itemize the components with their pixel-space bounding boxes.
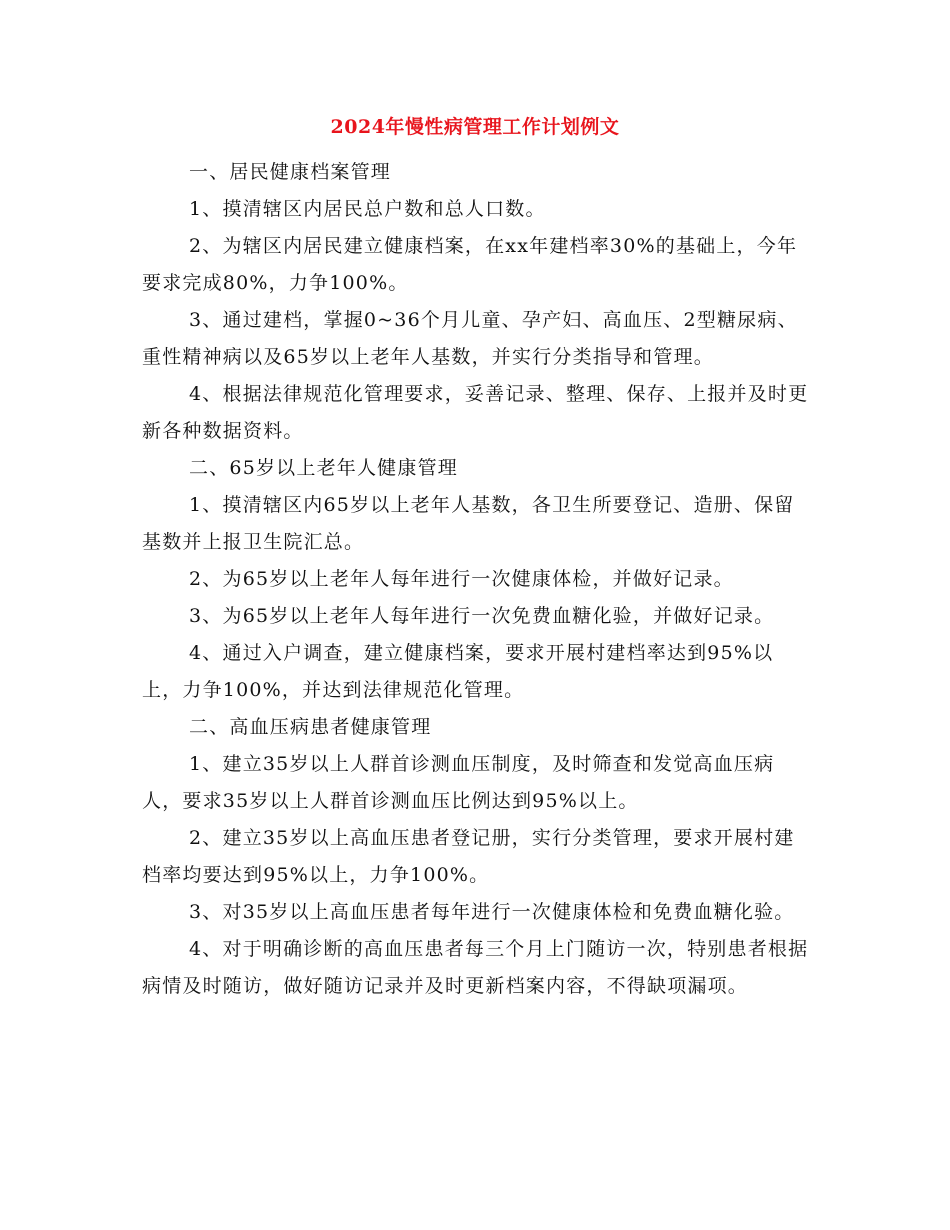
section-heading-hypertension: 二、高血压病患者健康管理: [189, 716, 432, 738]
document-body: [142, 154, 810, 1005]
paragraph: 3、通过建档，掌握0~36个月儿童、孕产妇、高血压、2型糖尿病、重性精神病以及65岁以上老年人基数，并实行分类指导和管理。: [142, 309, 798, 368]
paragraph: 1、建立35岁以上人群首诊测血压制度，及时筛查和发觉高血压病人，要求35岁以上人群首诊测血压比例达到95%以上。: [142, 753, 775, 812]
paragraph: 3、对35岁以上高血压患者每年进行一次健康体检和免费血糖化验。: [189, 901, 795, 923]
paragraph: 4、对于明确诊断的高血压患者每三个月上门随访一次，特别患者根据病情及时随访，做好随访记录并及时更新档案内容，不得缺项漏项。: [142, 938, 809, 997]
paragraph: 4、根据法律规范化管理要求，妥善记录、整理、保存、上报并及时更新各种数据资料。: [142, 383, 809, 442]
paragraph: 3、为65岁以上老年人每年进行一次免费血糖化验，并做好记录。: [189, 605, 775, 627]
paragraph: 2、为辖区内居民建立健康档案，在xx年建档率30%的基础上，今年要求完成80%，力争100%。: [142, 235, 798, 294]
section-heading-elderly-health: 二、65岁以上老年人健康管理: [189, 457, 458, 479]
paragraph: 1、摸清辖区内居民总户数和总人口数。: [189, 198, 546, 220]
paragraph: 4、通过入户调查，建立健康档案，要求开展村建档率达到95%以上，力争100%，并达到法律规范化管理。: [142, 642, 774, 701]
section-heading-health-records: 一、居民健康档案管理: [189, 161, 392, 183]
paragraph: 2、建立35岁以上高血压患者登记册，实行分类管理，要求开展村建档率均要达到95%以上，力争100%。: [142, 827, 795, 886]
document-title: 2024年慢性病管理工作计划例文: [330, 116, 620, 138]
paragraph: 1、摸清辖区内65岁以上老年人基数，各卫生所要登记、造册、保留基数并上报卫生院汇总。: [142, 494, 795, 553]
paragraph: 2、为65岁以上老年人每年进行一次健康体检，并做好记录。: [189, 568, 734, 590]
